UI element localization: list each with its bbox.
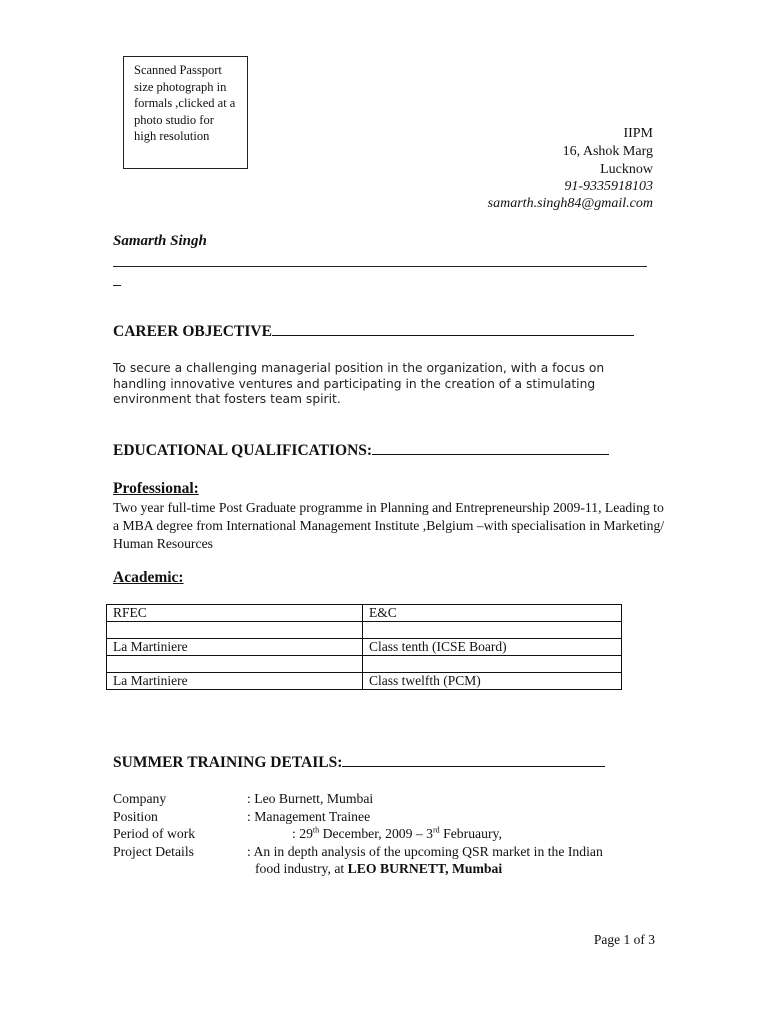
position-label: Position <box>113 809 158 824</box>
table-cell: Class tenth (ICSE Board) <box>363 639 622 656</box>
table-cell: RFEC <box>107 605 363 622</box>
project-value-line2: food industry, at LEO BURNETT, Mumbai <box>255 861 503 876</box>
phone-number: 91-9335918103 <box>564 179 653 194</box>
table-row <box>107 605 622 622</box>
name-divider <box>113 266 647 267</box>
page-number: Page 1 of 3 <box>593 932 655 947</box>
period-value: : 29th December, 2009 – 3rd Februaury, <box>292 825 502 841</box>
name-divider-tail <box>113 285 121 286</box>
table-row <box>107 622 622 639</box>
academic-heading: Academic: <box>113 569 184 586</box>
professional-text: Two year full-time Post Graduate programme in Planning and Entrepreneurship 2009-11, Leading to a MBA degree from International Management Institute ,Belgium –with specialisation in Marketing/ Human Resources <box>113 500 665 551</box>
table-row <box>107 656 622 673</box>
table-row <box>107 673 622 690</box>
career-objective-text: To secure a challenging managerial position in the organization, with a focus on handling innovative ventures and participating in the creation of a stimulating environment that fosters team spirit. <box>113 361 605 406</box>
academic-table <box>106 604 622 690</box>
table-cell <box>107 622 363 639</box>
table-cell: La Martiniere <box>107 673 363 690</box>
career-objective-heading: CAREER OBJECTIVE <box>113 323 634 341</box>
summer-training-heading: SUMMER TRAINING DETAILS: <box>113 754 605 772</box>
candidate-name: Samarth Singh <box>113 233 207 249</box>
address-line-street: 16, Ashok Marg <box>562 144 653 159</box>
company-value: : Leo Burnett, Mumbai <box>247 791 374 806</box>
table-cell: E&C <box>363 605 622 622</box>
table-cell <box>107 656 363 673</box>
address-line-institute: IIPM <box>623 126 653 141</box>
project-value-line1: : An in depth analysis of the upcoming QSR market in the Indian <box>247 844 603 859</box>
table-cell <box>363 656 622 673</box>
project-label: Project Details <box>113 844 194 859</box>
table-cell <box>363 622 622 639</box>
period-label: Period of work <box>113 826 196 841</box>
email-address[interactable]: samarth.singh84@gmail.com <box>487 196 653 211</box>
professional-heading: Professional: <box>113 480 199 497</box>
position-value: : Management Trainee <box>247 809 371 824</box>
address-line-city: Lucknow <box>600 162 653 177</box>
photo-placeholder: Scanned Passport size photograph in formals ,clicked at a photo studio for high resolution <box>123 56 248 169</box>
table-cell: La Martiniere <box>107 639 363 656</box>
company-label: Company <box>113 791 167 806</box>
education-heading: EDUCATIONAL QUALIFICATIONS: <box>113 442 609 460</box>
table-cell: Class twelfth (PCM) <box>363 673 622 690</box>
table-row <box>107 639 622 656</box>
